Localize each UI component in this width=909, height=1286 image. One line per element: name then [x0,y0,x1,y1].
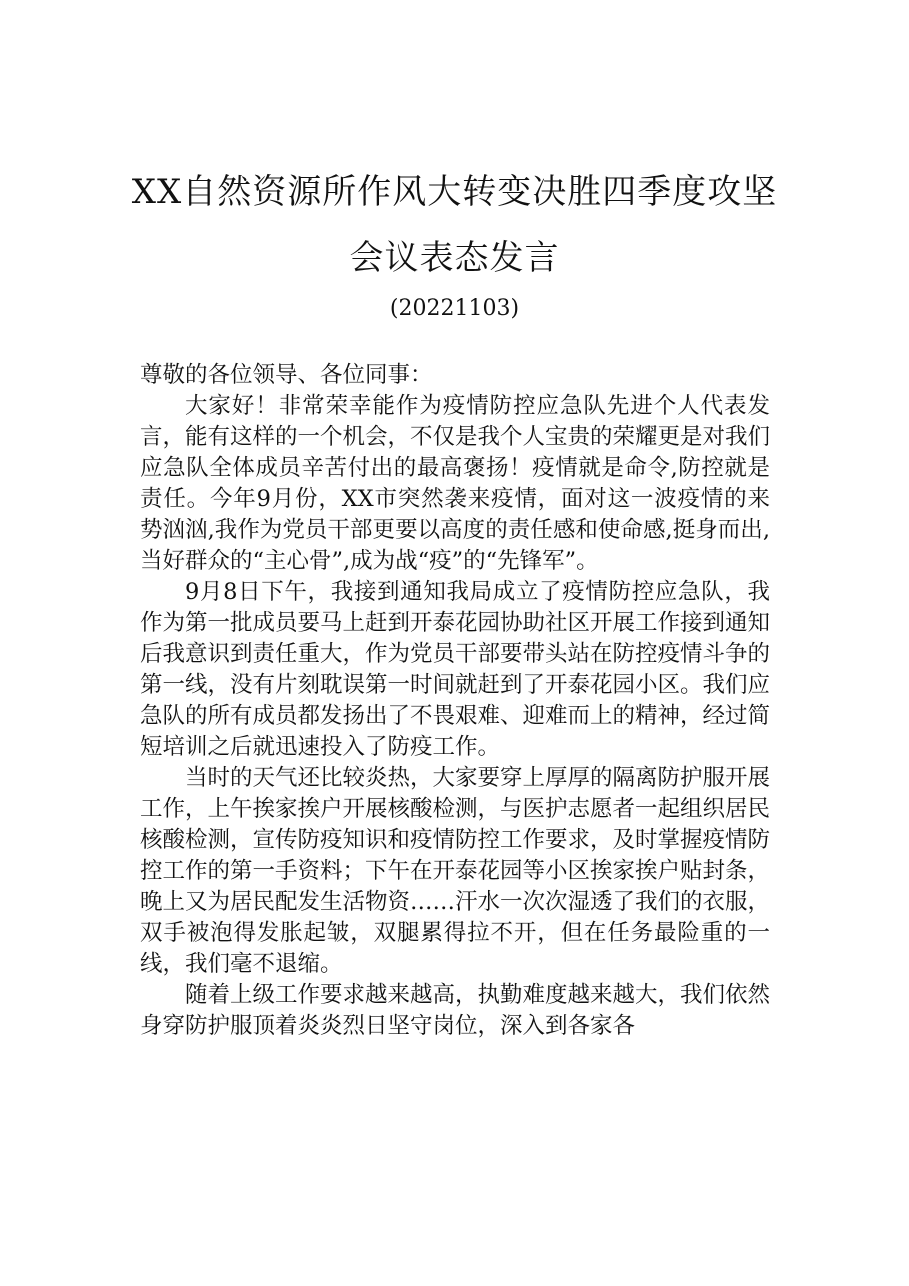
paragraph-4: 随着上级工作要求越来越高，执勤难度越来越大，我们依然身穿防护服顶着炎炎烈日坚守岗位，深入到各家各 [140,982,771,1039]
paragraph-2: 9月8日下午，我接到通知我局成立了疫情防控应急队，我作为第一批成员要马上赶到开泰花园协助社区开展工作接到通知后我意识到责任重大，作为党员干部要带头站在防控疫情斗争的第一线，没有片刻耽误第一时间就赶到了开泰花园小区。我们应急队的所有成员都发扬出了不畏艰难、迎难而上的精神，经过简短培训之后就迅速投入了防疫工作。 [140,579,771,760]
salutation: 尊敬的各位领导、各位同事： [140,362,433,388]
document-body [140,360,770,1042]
document-date: (20221103) [389,296,520,321]
paragraph-3: 当时的天气还比较炎热，大家要穿上厚厚的隔离防护服开展工作，上午挨家挨户开展核酸检测，与医护志愿者一起组织居民核酸检测，宣传防疫知识和疫情防控工作要求，及时掌握疫情防控工作的第一手资料；下午在开泰花园等小区挨家挨户贴封条，晚上又为居民配发生活物资……汗水一次次湿透了我们的衣服，双手被泡得发胀起皱，双腿累得拉不开，但在任务最险重的一线，我们毫不退缩。 [140,765,771,977]
paragraph-1: 大家好！非常荣幸能作为疫情防控应急队先进个人代表发言，能有这样的一个机会，不仅是我个人宝贵的荣耀更是对我们应急队全体成员辛苦付出的最高褒扬！疫情就是命令,防控就是责任。今年9月份，XX市突然袭来疫情，面对这一波疫情的来势汹汹,我作为党员干部更要以高度的责任感和使命感,挺身而出,当好群众的“主心骨”,成为战“疫”的“先锋军”。 [140,393,771,574]
document-title-line-2: 会议表态发言 [349,238,560,278]
document-title-line-1: XX自然资源所作风大转变决胜四季度攻坚 [131,172,778,212]
